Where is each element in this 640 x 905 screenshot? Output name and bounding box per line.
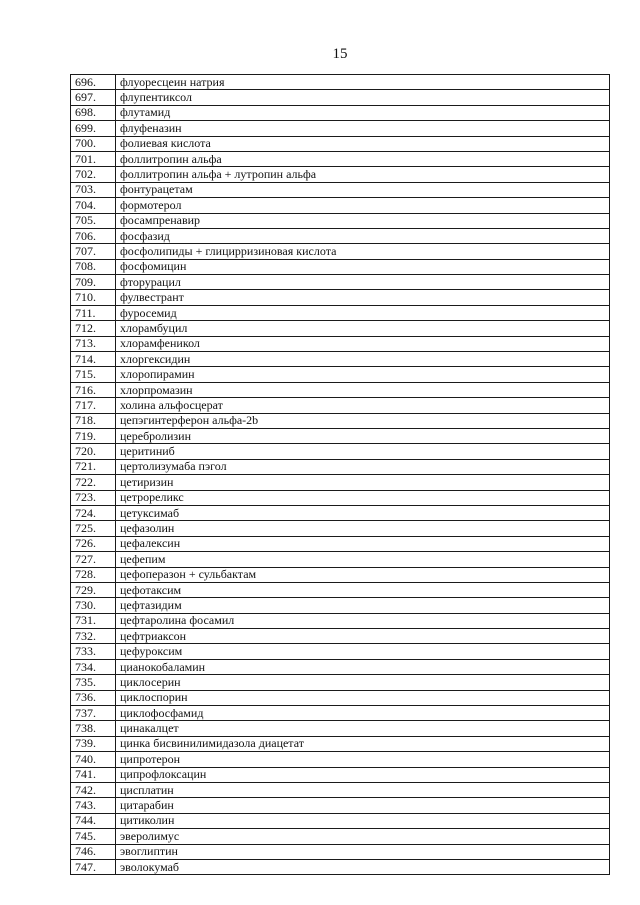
drug-name: цетиризин bbox=[116, 475, 610, 490]
row-number: 742. bbox=[71, 782, 116, 797]
row-number: 717. bbox=[71, 398, 116, 413]
drug-name: фосфазид bbox=[116, 228, 610, 243]
table-row bbox=[71, 121, 610, 136]
table-row bbox=[71, 582, 610, 597]
table-row bbox=[71, 567, 610, 582]
row-number: 701. bbox=[71, 151, 116, 166]
drug-table bbox=[70, 74, 610, 875]
row-number: 712. bbox=[71, 321, 116, 336]
drug-name: цефуроксим bbox=[116, 644, 610, 659]
drug-name: цефотаксим bbox=[116, 582, 610, 597]
row-number: 715. bbox=[71, 367, 116, 382]
table-row bbox=[71, 829, 610, 844]
row-number: 697. bbox=[71, 90, 116, 105]
row-number: 707. bbox=[71, 244, 116, 259]
drug-name: эволокумаб bbox=[116, 859, 610, 874]
row-number: 708. bbox=[71, 259, 116, 274]
row-number: 710. bbox=[71, 290, 116, 305]
table-row bbox=[71, 844, 610, 859]
row-number: 714. bbox=[71, 352, 116, 367]
drug-name: цепэгинтерферон альфа-2b bbox=[116, 413, 610, 428]
drug-name: цефоперазон + сульбактам bbox=[116, 567, 610, 582]
row-number: 705. bbox=[71, 213, 116, 228]
table-row bbox=[71, 90, 610, 105]
row-number: 727. bbox=[71, 552, 116, 567]
row-number: 702. bbox=[71, 167, 116, 182]
drug-name: эвоглиптин bbox=[116, 844, 610, 859]
drug-name: фторурацил bbox=[116, 275, 610, 290]
table-row bbox=[71, 321, 610, 336]
row-number: 704. bbox=[71, 198, 116, 213]
row-number: 725. bbox=[71, 521, 116, 536]
table-row bbox=[71, 275, 610, 290]
row-number: 733. bbox=[71, 644, 116, 659]
drug-name: фулвестрант bbox=[116, 290, 610, 305]
table-row bbox=[71, 859, 610, 874]
drug-name: цефепим bbox=[116, 552, 610, 567]
row-number: 698. bbox=[71, 105, 116, 120]
row-number: 716. bbox=[71, 382, 116, 397]
table-row bbox=[71, 444, 610, 459]
drug-name: холина альфосцерат bbox=[116, 398, 610, 413]
table-row bbox=[71, 305, 610, 320]
row-number: 718. bbox=[71, 413, 116, 428]
row-number: 722. bbox=[71, 475, 116, 490]
row-number: 703. bbox=[71, 182, 116, 197]
drug-name: цинка бисвинилимидазола диацетат bbox=[116, 736, 610, 751]
row-number: 721. bbox=[71, 459, 116, 474]
row-number: 737. bbox=[71, 706, 116, 721]
row-number: 734. bbox=[71, 659, 116, 674]
row-number: 741. bbox=[71, 767, 116, 782]
row-number: 726. bbox=[71, 536, 116, 551]
table-row bbox=[71, 182, 610, 197]
table-row bbox=[71, 659, 610, 674]
row-number: 720. bbox=[71, 444, 116, 459]
row-number: 744. bbox=[71, 813, 116, 828]
row-number: 711. bbox=[71, 305, 116, 320]
drug-name: циклоспорин bbox=[116, 690, 610, 705]
drug-name: фосфомицин bbox=[116, 259, 610, 274]
table-row bbox=[71, 167, 610, 182]
drug-name: циклосерин bbox=[116, 675, 610, 690]
table-row bbox=[71, 536, 610, 551]
drug-name: цефтаролина фосамил bbox=[116, 613, 610, 628]
table-row bbox=[71, 244, 610, 259]
table-row bbox=[71, 198, 610, 213]
drug-name: цинакалцет bbox=[116, 721, 610, 736]
row-number: 696. bbox=[71, 75, 116, 90]
drug-name: цефтриаксон bbox=[116, 629, 610, 644]
table-row bbox=[71, 675, 610, 690]
table-row bbox=[71, 736, 610, 751]
table-row bbox=[71, 75, 610, 90]
row-number: 724. bbox=[71, 505, 116, 520]
drug-name: флутамид bbox=[116, 105, 610, 120]
drug-name: цитиколин bbox=[116, 813, 610, 828]
row-number: 713. bbox=[71, 336, 116, 351]
table-row bbox=[71, 552, 610, 567]
table-row bbox=[71, 228, 610, 243]
drug-name: цертолизумаба пэгол bbox=[116, 459, 610, 474]
table-row bbox=[71, 782, 610, 797]
drug-name: фонтурацетам bbox=[116, 182, 610, 197]
drug-name: флуоресцеин натрия bbox=[116, 75, 610, 90]
table-row bbox=[71, 490, 610, 505]
table-row bbox=[71, 706, 610, 721]
table-row bbox=[71, 505, 610, 520]
table-row bbox=[71, 352, 610, 367]
drug-name: фолиевая кислота bbox=[116, 136, 610, 151]
row-number: 709. bbox=[71, 275, 116, 290]
row-number: 706. bbox=[71, 228, 116, 243]
drug-name: флупентиксол bbox=[116, 90, 610, 105]
drug-name: фоллитропин альфа + лутропин альфа bbox=[116, 167, 610, 182]
drug-name: хлоргексидин bbox=[116, 352, 610, 367]
drug-name: ципрофлоксацин bbox=[116, 767, 610, 782]
drug-name: церебролизин bbox=[116, 428, 610, 443]
drug-name: цисплатин bbox=[116, 782, 610, 797]
row-number: 699. bbox=[71, 121, 116, 136]
table-row bbox=[71, 813, 610, 828]
table-row bbox=[71, 382, 610, 397]
drug-name: хлорпромазин bbox=[116, 382, 610, 397]
drug-name: ципротерон bbox=[116, 752, 610, 767]
drug-name: фуросемид bbox=[116, 305, 610, 320]
row-number: 736. bbox=[71, 690, 116, 705]
row-number: 740. bbox=[71, 752, 116, 767]
table-row bbox=[71, 336, 610, 351]
drug-name: цефтазидим bbox=[116, 598, 610, 613]
table-row bbox=[71, 613, 610, 628]
table-row bbox=[71, 136, 610, 151]
table-row bbox=[71, 767, 610, 782]
drug-name: циклофосфамид bbox=[116, 706, 610, 721]
drug-name: эверолимус bbox=[116, 829, 610, 844]
page-number: 15 bbox=[332, 46, 348, 62]
table-row bbox=[71, 798, 610, 813]
table-row bbox=[71, 644, 610, 659]
row-number: 738. bbox=[71, 721, 116, 736]
table-row bbox=[71, 598, 610, 613]
table-row bbox=[71, 459, 610, 474]
drug-name: формотерол bbox=[116, 198, 610, 213]
drug-name: флуфеназин bbox=[116, 121, 610, 136]
row-number: 731. bbox=[71, 613, 116, 628]
row-number: 729. bbox=[71, 582, 116, 597]
drug-name: фосампренавир bbox=[116, 213, 610, 228]
drug-name: фосфолипиды + глицирризиновая кислота bbox=[116, 244, 610, 259]
row-number: 732. bbox=[71, 629, 116, 644]
drug-name: цефазолин bbox=[116, 521, 610, 536]
row-number: 747. bbox=[71, 859, 116, 874]
row-number: 746. bbox=[71, 844, 116, 859]
row-number: 723. bbox=[71, 490, 116, 505]
row-number: 735. bbox=[71, 675, 116, 690]
row-number: 739. bbox=[71, 736, 116, 751]
table-row bbox=[71, 105, 610, 120]
row-number: 700. bbox=[71, 136, 116, 151]
table-row bbox=[71, 475, 610, 490]
row-number: 728. bbox=[71, 567, 116, 582]
table-row bbox=[71, 521, 610, 536]
drug-name: хлорамфеникол bbox=[116, 336, 610, 351]
table-row bbox=[71, 721, 610, 736]
row-number: 743. bbox=[71, 798, 116, 813]
drug-name: цетрореликс bbox=[116, 490, 610, 505]
table-row bbox=[71, 259, 610, 274]
drug-name: цетуксимаб bbox=[116, 505, 610, 520]
row-number: 730. bbox=[71, 598, 116, 613]
drug-name: хлоропирамин bbox=[116, 367, 610, 382]
drug-name: цианокобаламин bbox=[116, 659, 610, 674]
row-number: 719. bbox=[71, 428, 116, 443]
table-row bbox=[71, 398, 610, 413]
table-row bbox=[71, 428, 610, 443]
row-number: 745. bbox=[71, 829, 116, 844]
table-row bbox=[71, 752, 610, 767]
table-body bbox=[71, 75, 610, 875]
drug-name: церитиниб bbox=[116, 444, 610, 459]
table-row bbox=[71, 290, 610, 305]
table-row bbox=[71, 413, 610, 428]
table-row bbox=[71, 367, 610, 382]
drug-name: цитарабин bbox=[116, 798, 610, 813]
table-row bbox=[71, 151, 610, 166]
table-row bbox=[71, 213, 610, 228]
drug-name: хлорамбуцил bbox=[116, 321, 610, 336]
drug-name: фоллитропин альфа bbox=[116, 151, 610, 166]
table-row bbox=[71, 690, 610, 705]
table-row bbox=[71, 629, 610, 644]
drug-name: цефалексин bbox=[116, 536, 610, 551]
